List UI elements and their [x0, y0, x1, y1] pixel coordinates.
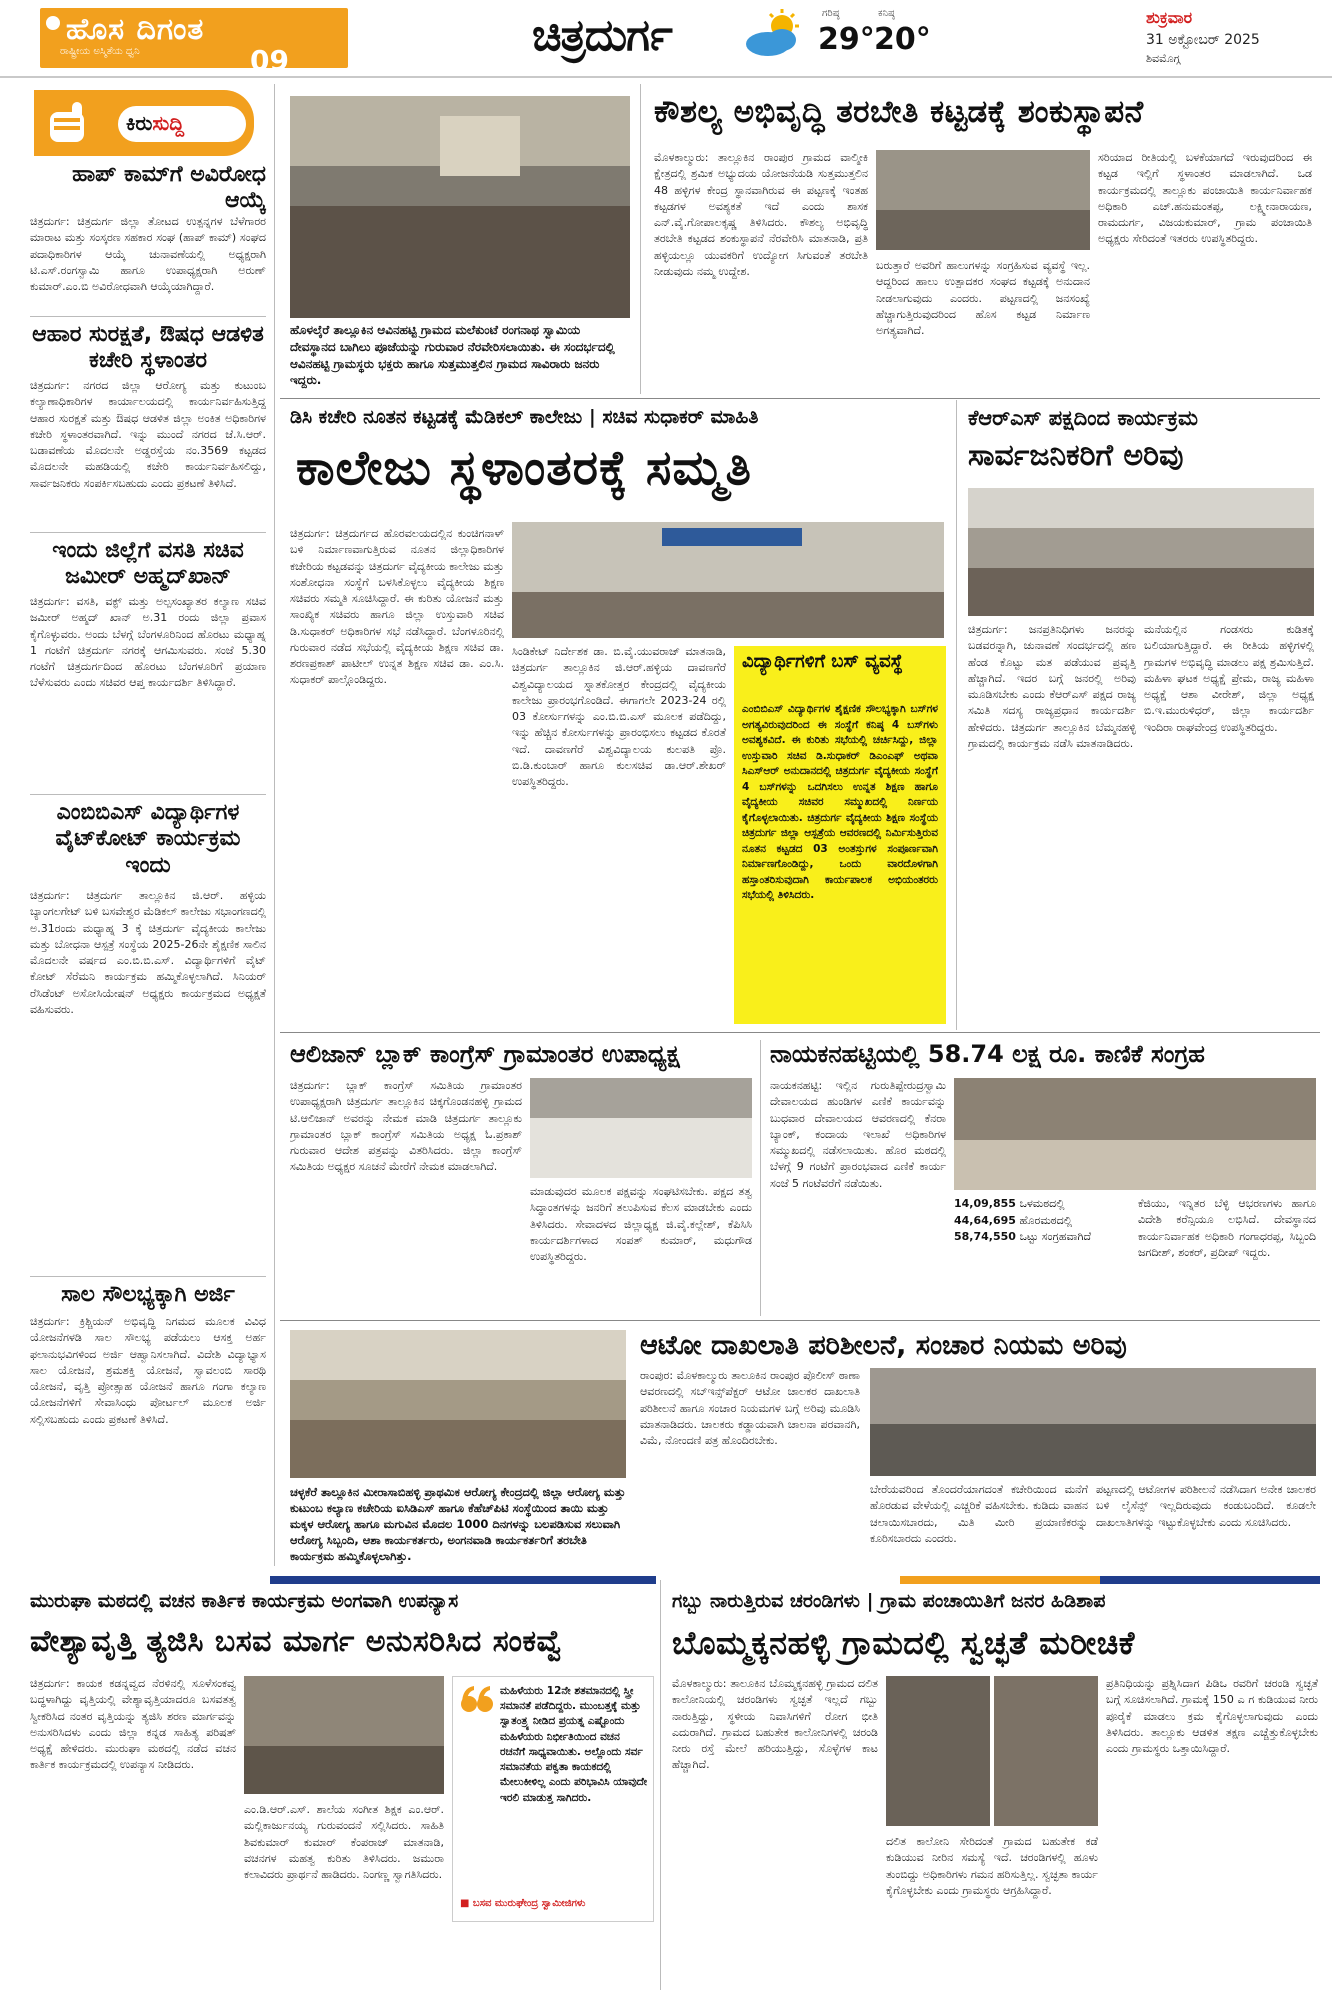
- hand-pointing-icon: [44, 98, 100, 150]
- min-temp-label: ಕನಿಷ್ಠ: [878, 8, 895, 19]
- temple-crowd-photo: [290, 96, 630, 318]
- story-body: ಎಂ.ಡಿ.ಆರ್.ಎಸ್. ಶಾಲೆಯ ಸಂಗೀತ ಶಿಕ್ಷಕ ಎಂ.ಆರ್. ಮಲ್ಲಿಕಾರ್ಜುನಯ್ಯ ಗುರುವಂದನೆ ಸಲ್ಲಿಸಿದರು. ಸಾಹಿತಿ ಶಿವಕುಮಾರ್ ಕುಮಾರ್ ಕೆಂಪರಾಜ್ ಮಾತನಾಡಿ, ವಚನಗಳ ಮಹತ್ವ ಕುರಿತು ತಿಳಿಸಿದರು. ಜಮುರಾ ಕಲಾವಿದರು ಪ್ರಾರ್ಥನೆ ಹಾಡಿದರು. ನಿಂಗಣ್ಣ ಸ್ವಾಗತಿಸಿದರು.: [244, 1803, 444, 1882]
- divider: [280, 398, 1320, 399]
- story-body: ಪಟ್ಟಣದಲ್ಲಿ ಆಟೋಗಳ ಪರಿಶೀಲನೆ ನಡೆಸಿದಾಗ ಅನೇಕ ಚಾಲಕರ ಬಳಿ ಲೈಸೆನ್ಸ್ ಇಲ್ಲದಿರುವುದು ಕಂಡುಬಂದಿದೆ. ಕೂಡಲೇ ದಾಖಲಾತಿಗಳನ್ನು ಇಟ್ಟುಕೊಳ್ಳಬೇಕು ಎಂದು ಸೂಚಿಸಿದರು.: [1096, 1483, 1316, 1529]
- sidebar-headline: ಹಾಪ್ ಕಾಮ್‌ಗೆ ಅವಿರೋಧ ಆಯ್ಕೆ: [72, 162, 266, 214]
- edition-name: ಶಿವಮೊಗ್ಗ: [1146, 52, 1181, 65]
- lecture-photo: [244, 1676, 444, 1794]
- paper-name: ಹೊಸ ದಿಗಂತ: [66, 12, 205, 47]
- story-body: ಬೇರೆಯವರಿಂದ ತೊಂದರೆಯಾಗದಂತೆ ಕಚೇರಿಯಿಂದ ಮನೆಗೆ ಹೊರಡುವ ವೇಳೆಯಲ್ಲಿ ಎಚ್ಚರಿಕೆ ವಹಿಸಬೇಕು. ಕುಡಿದು ವಾಹನ ಚಲಾಯಿಸಬಾರದು, ಮಿತಿ ಮೀರಿ ಪ್ರಯಾಣಿಕರನ್ನು ಕೂರಿಸಬಾರದು ಎಂದರು.: [870, 1483, 1088, 1545]
- amount-row: 58,74,550 ಒಟ್ಟು ಸಂಗ್ರಹವಾಗಿದೆ: [954, 1230, 1092, 1243]
- kiru-suddi-label: ಕಿರುಸುದ್ದಿ: [126, 111, 185, 135]
- section-strip: [270, 1576, 656, 1584]
- training-group-photo: [290, 1330, 626, 1478]
- ceremony-photo: [876, 150, 1090, 250]
- photo-caption: ಹೊಳಲ್ಕೆರೆ ತಾಲ್ಲೂಕಿನ ಆವಿನಹಟ್ಟಿ ಗ್ರಾಮದ ಮಲೆಕುಂಟೆ ರಂಗನಾಥ ಸ್ವಾಮಿಯ ದೇವಸ್ಥಾನದ ಬಾಗಿಲು ಪೂಜೆಯನ್ನು ಗುರುವಾರ ನೆರವೇರಿಸಲಾಯಿತು. ಈ ಸಂದರ್ಭದಲ್ಲಿ ಆವಿನಹಟ್ಟಿ ಗ್ರಾಮಸ್ಥರು ಭಕ್ತರು ಹಾಗೂ ಸುತ್ತಮುತ್ತಲಿನ ಗ್ರಾಮದ ಸಾವಿರಾರು ಜನರು ಇದ್ದರು.: [290, 323, 615, 388]
- sidebar-headline: ಇಂದು ಜಿಲ್ಲೆಗೆ ವಸತಿ ಸಚಿವ ಜಮೀರ್ ಅಹ್ಮದ್‌ಖಾನ್: [52, 538, 244, 590]
- photo-caption: ಚಳ್ಳಕೆರೆ ತಾಲ್ಲೂಕಿನ ಮೀರಾಸಾಬಿಹಳ್ಳಿ ಪ್ರಾಥಮಿಕ ಆರೋಗ್ಯ ಕೇಂದ್ರದಲ್ಲಿ ಜಿಲ್ಲಾ ಆರೋಗ್ಯ ಮತ್ತು ಕುಟುಂಬ ಕಲ್ಯಾಣ ಕಚೇರಿಯ ಐಸಿಡಿಎಸ್ ಹಾಗೂ ಕೆಹೆಚ್‌ಪಿಟಿ ಸಂಸ್ಥೆಯಿಂದ ತಾಯಿ ಮತ್ತು ಮಕ್ಕಳ ಆರೋಗ್ಯ ಹಾಗೂ ಮಗುವಿನ ಮೊದಲ 1000 ದಿನಗಳನ್ನು ಬಲಪಡಿಸುವ ಸಲುವಾಗಿ ಆರೋಗ್ಯ ಸಿಬ್ಬಂದಿ, ಆಶಾ ಕಾರ್ಯಕರ್ತರು, ಅಂಗನವಾಡಿ ಕಾರ್ಯಕರ್ತರಿಗೆ ತರಬೇತಿ ಕಾರ್ಯಕ್ರಮ ಹಮ್ಮಿಕೊಳ್ಳಲಾಗಿತ್ತು.: [290, 1485, 626, 1564]
- story-headline: ಬೊಮ್ಮಕ್ಕನಹಳ್ಳಿ ಗ್ರಾಮದಲ್ಲಿ ಸ್ವಚ್ಛತೆ ಮರೀಚಿಕೆ: [672, 1624, 1135, 1662]
- story-body: ಸಿಂಡಿಕೇಟ್ ನಿರ್ದೇಶಕ ಡಾ. ಬಿ.ವೈ.ಯುವರಾಜ್ ಮಾತನಾಡಿ, ಚಿತ್ರದುರ್ಗ ತಾಲ್ಲೂಕಿನ ಜಿ.ಆರ್.ಹಳ್ಳಿಯ ದಾವಣಗೆರೆ ವಿಶ್ವವಿದ್ಯಾಲಯದ ಸ್ನಾತಕೋತ್ತರ ಕೇಂದ್ರದಲ್ಲಿ ವೈದ್ಯಕೀಯ ಕಾಲೇಜು ಪ್ರಾರಂಭಗೊಂಡಿದೆ. ಈಗಾಗಲೇ 2023-24 ರಲ್ಲಿ 03 ಕೋರ್ಸುಗಳನ್ನು ಎಂ.ಬಿ.ಬಿ.ಎಸ್ ಮೂಲಕ ಪಡೆದಿದ್ದು, ಇನ್ನು ಹೆಚ್ಚಿನ ಕೋರ್ಸುಗಳನ್ನು ಪ್ರಾರಂಭಿಸಲು ಕಟ್ಟಡದ ಕೊರತೆ ಇದೆ. ದಾವಣಗೆರೆ ವಿಶ್ವವಿದ್ಯಾಲಯ ಕುಲಪತಿ ಪ್ರೊ. ಬಿ.ಡಿ.ಕುಂಬಾರ್ ಹಾಗೂ ಕುಲಸಚಿವ ಡಾ.ಆರ್.ಶೇಖರ್ ಉಪಸ್ಥಿತರಿದ್ದರು.: [512, 645, 726, 789]
- story-body: ದಲಿತ ಕಾಲೋನಿ ಸೇರಿದಂತೆ ಗ್ರಾಮದ ಬಹುತೇಕ ಕಡೆ ಕುಡಿಯುವ ನೀರಿನ ಸಮಸ್ಯೆ ಇದೆ. ಚರಂಡಿಗಳಲ್ಲಿ ಹೂಳು ತುಂಬಿದ್ದು ಅಧಿಕಾರಿಗಳು ಗಮನ ಹರಿಸುತ್ತಿಲ್ಲ. ಸ್ವಚ್ಛತಾ ಕಾರ್ಯ ಕೈಗೊಳ್ಳಬೇಕು ಎಂದು ಗ್ರಾಮಸ್ಥರು ಆಗ್ರಹಿಸಿದ್ದಾರೆ.: [886, 1835, 1098, 1897]
- story-headline: ಆಲಿಜಾನ್ ಬ್ಲಾಕ್ ಕಾಂಗ್ರೆಸ್ ಗ್ರಾಮಾಂತರ ಉಪಾಧ್ಯಕ್ಷ: [290, 1040, 680, 1068]
- emblem-icon: [46, 16, 60, 30]
- krs-event-photo: [968, 488, 1314, 616]
- max-temp-label: ಗರಿಷ್ಠ: [822, 8, 840, 19]
- column-rule: [274, 84, 275, 1566]
- story-headline: ನಾಯಕನಹಟ್ಟಿಯಲ್ಲಿ 58.74 ಲಕ್ಷ ರೂ. ಕಾಣಿಕೆ ಸಂಗ್ರಹ: [770, 1040, 1205, 1068]
- story-headline: ಸಾರ್ವಜನಿಕರಿಗೆ ಅರಿವು: [968, 438, 1184, 473]
- issue-date: 31 ಅಕ್ಟೋಬರ್ 2025: [1146, 32, 1260, 48]
- amount-row: 44,64,695 ಹೊರಮಠದಲ್ಲಿ: [954, 1213, 1073, 1227]
- drain-photo: [994, 1676, 1098, 1826]
- story-body: ನಾಯಕನಹಟ್ಟಿ: ಇಲ್ಲಿನ ಗುರುತಿಪ್ಪೇರುದ್ರಸ್ವಾಮಿ ದೇವಾಲಯದ ಹುಂಡಿಗಳ ಎಣಿಕೆ ಕಾರ್ಯವನ್ನು ಬುಧವಾರ ದೇವಾಲಯದ ಆವರಣದಲ್ಲಿ ಕೆನರಾ ಬ್ಯಾಂಕ್, ಕಂದಾಯ ಇಲಾಖೆ ಅಧಿಕಾರಿಗಳ ಸಮ್ಮುಖದಲ್ಲಿ ನಡೆಸಲಾಯಿತು. ಹೊರ ಮಠದಲ್ಲಿ ಬೆಳಗ್ಗೆ 9 ಗಂಟೆಗೆ ಪ್ರಾರಂಭವಾದ ಎಣಿಕೆ ಕಾರ್ಯ ಸಂಜೆ 5 ಗಂಟೆವರೆಗೆ ನಡೆಯಿತು.: [770, 1079, 946, 1190]
- story-body: ಮನೆಯಲ್ಲಿನ ಗಂಡಸರು ಕುಡಿತಕ್ಕೆ ಬಲಿಯಾಗುತ್ತಿದ್ದಾರೆ. ಈ ರೀತಿಯ ಹಳ್ಳಿಗಳಲ್ಲಿ ಗ್ರಾಮಗಳ ಅಭಿವೃದ್ಧಿ ಮಾಡಲು ಪಕ್ಷ ಶ್ರಮಿಸುತ್ತಿದೆ. ಮಹಿಳಾ ಘಟಕ ಅಧ್ಯಕ್ಷೆ ಪ್ರೇಮ, ರಾಜ್ಯ ಮಹಿಳಾ ಅಧ್ಯಕ್ಷೆ ಆಶಾ ವೀರೇಶ್, ಜಿಲ್ಲಾ ಅಧ್ಯಕ್ಷ ಬಿ.ಇ.ಮುರುಳಿಧರ್, ಜಿಲ್ಲಾ ಕಾರ್ಯದರ್ಶಿ ಇಂದಿರಾ ರಾಘವೇಂದ್ರ ಉಪಸ್ಥಿತರಿದ್ದರು.: [1144, 623, 1314, 734]
- sidebar-headline: ಸಾಲ ಸೌಲಭ್ಯಕ್ಕಾಗಿ ಅರ್ಜಿ: [61, 1282, 235, 1307]
- sidebar-body: ಚಿತ್ರದುರ್ಗ: ಚಿತ್ರದುರ್ಗ ಜಿಲ್ಲಾ ತೋಟದ ಉತ್ಪನ್ನಗಳ ಬೆಳೆಗಾರರ ಮಾರಾಟ ಮತ್ತು ಸಂಸ್ಕರಣ ಸಹಕಾರ ಸಂಘ (ಹಾಪ್ ಕಾಮ್) ಸಂಘದ ಪದಾಧಿಕಾರಿಗಳ ಆಯ್ಕೆ ಚುನಾವಣೆಯಲ್ಲಿ ಅಧ್ಯಕ್ಷರಾಗಿ ಟಿ.ಎಸ್.ರಂಗಸ್ವಾಮಿ ಹಾಗೂ ಉಪಾಧ್ಯಕ್ಷರಾಗಿ ಅರುಣ್ ಕುಮಾರ್.ಎಂ.ಬಿ ಅವಿರೋಧವಾಗಿ ಆಯ್ಕೆಯಾಗಿದ್ದಾರೆ.: [30, 215, 266, 294]
- story-body: ಕೆಜಿಯು, ಇನ್ನಿತರ ಬೆಳ್ಳಿ ಆಭರಣಗಳು ಹಾಗೂ ವಿದೇಶಿ ಕರೆನ್ಸಿಯೂ ಲಭಿಸಿದೆ. ದೇವಸ್ಥಾನದ ಕಾರ್ಯನಿರ್ವಾಹಕ ಅಧಿಕಾರಿ ಗಂಗಾಧರಪ್ಪ, ಸಿಬ್ಬಂದಿ ಜಗದೀಶ್, ಶಂಕರ್, ಪ್ರದೀಪ್ ಇದ್ದರು.: [1138, 1197, 1316, 1259]
- weekday: ಶುಕ್ರವಾರ: [1146, 8, 1193, 27]
- story-body: ಚಿತ್ರದುರ್ಗ: ಬ್ಲಾಕ್ ಕಾಂಗ್ರೆಸ್ ಸಮಿತಿಯ ಗ್ರಾಮಾಂತರ ಉಪಾಧ್ಯಕ್ಷರಾಗಿ ಚಿತ್ರದುರ್ಗ ತಾಲ್ಲೂಕಿನ ಚಿಕ್ಕಗೊಂಡನಹಳ್ಳಿ ಗ್ರಾಮದ ಟಿ.ಆಲಿಜಾನ್ ಅವರನ್ನು ನೇಮಕ ಮಾಡಿ ಚಿತ್ರದುರ್ಗ ತಾಲ್ಲೂಕು ಗ್ರಾಮಾಂತರ ಬ್ಲಾಕ್ ಕಾಂಗ್ರೆಸ್ ಸಮಿತಿಯ ಅಧ್ಯಕ್ಷ ಓ.ಪ್ರಕಾಶ್ ಗುರುವಾರ ಆದೇಶ ಪತ್ರವನ್ನು ವಿತರಿಸಿದರು. ಜಿಲ್ಲಾ ಕಾಂಗ್ರೆಸ್ ಸಮಿತಿಯ ಅಧ್ಯಕ್ಷರ ಸೂಚನೆ ಮೇರೆಗೆ ನೇಮಕ ಮಾಡಲಾಗಿದೆ.: [290, 1079, 522, 1174]
- story-kicker: ಗಬ್ಬು ನಾರುತ್ತಿರುವ ಚರಂಡಿಗಳು | ಗ್ರಾಮ ಪಂಚಾಯಿತಿಗೆ ಜನರ ಹಿಡಿಶಾಪ: [672, 1590, 1106, 1612]
- box-headline: ವಿದ್ಯಾರ್ಥಿಗಳಿಗೆ ಬಸ್ ವ್ಯವಸ್ಥೆ: [742, 651, 903, 672]
- amount-row: 14,09,855 ಒಳಮಠದಲ್ಲಿ: [954, 1197, 1065, 1210]
- story-headline: ಆಟೋ ದಾಖಲಾತಿ ಪರಿಶೀಲನೆ, ಸಂಚಾರ ನಿಯಮ ಅರಿವು: [640, 1330, 1127, 1361]
- divider: [30, 316, 266, 317]
- meeting-photo: [512, 522, 944, 638]
- column-rule: [760, 1040, 761, 1316]
- divider: [30, 532, 266, 533]
- story-headline: ವೇಶ್ಯಾವೃತ್ತಿ ತ್ಯಜಿಸಿ ಬಸವ ಮಾರ್ಗ ಅನುಸರಿಸಿದ ಸಂಕವ್ವೆ: [30, 1624, 563, 1659]
- amount-list: [954, 1196, 1132, 1246]
- hundi-counting-photo: [954, 1078, 1316, 1190]
- story-body: ಬರುತ್ತಾರೆ ಅವರಿಗೆ ಹಾಲುಗಳನ್ನು ಸಂಗ್ರಹಿಸುವ ವ್ಯವಸ್ಥೆ ಇಲ್ಲ. ಆದ್ದರಿಂದ ಹಾಲು ಉತ್ಪಾದಕರ ಸಂಘದ ಕಟ್ಟಡಕ್ಕೆ ಅನುದಾನ ನೀಡಲಾಗುವುದು ಎಂದರು. ಪಟ್ಟಣದಲ್ಲಿ ಜನಸಂಖ್ಯೆ ಹೆಚ್ಚಾಗುತ್ತಿರುವುದರಿಂದ ಹೊಸ ಕಟ್ಟಡ ನಿರ್ಮಾಣ ಅಗತ್ಯವಾಗಿದೆ.: [876, 259, 1090, 338]
- divider: [280, 1320, 1320, 1321]
- min-temp: 20°: [874, 22, 931, 57]
- quote-text: ಮಹಿಳೆಯರು 12ನೇ ಶತಮಾನದಲ್ಲಿ ಸ್ತ್ರೀ ಸಮಾನತೆ ಪಡೆದಿದ್ದರು. ಮುಂಬತ್ತಕ್ಕೆ ಮತ್ತು ಸ್ವಾತಂತ್ರ್ಯ ನೀಡಿದ ಪ್ರಯತ್ನ ಎಷ್ಟೊಂದು ಮಹಿಳೆಯರು ನಿರ್ಭೀತಿಯಿಂದ ವಚನ ರಚನೆಗೆ ಸಾಧ್ಯವಾಯಿತು. ಅಲ್ಲೊಂದು ಸರ್ವ ಸಮಾನತೆಯ ಪಕ್ವತಾ ಕಾಯಕದಲ್ಲಿ ಮೇಲುಕೀಳಿಲ್ಲ ಎಂದು ಪರಿಭಾವಿಸಿ ಯಾವುದೇ ಇರಲಿ ಮಾಡುತ್ತ ಸಾಗಿದರು.: [500, 1685, 648, 1804]
- story-kicker: ಡಿಸಿ ಕಚೇರಿ ನೂತನ ಕಟ್ಟಡಕ್ಕೆ ಮೆಡಿಕಲ್ ಕಾಲೇಜು | ಸಚಿವ ಸುಧಾಕರ್ ಮಾಹಿತಿ: [290, 406, 759, 428]
- story-body: ರಾಂಪುರ: ಮೊಳಕಾಲ್ಮುರು ತಾಲೂಕಿನ ರಾಂಪುರ ಪೊಲೀಸ್ ಠಾಣಾ ಆವರಣದಲ್ಲಿ ಸಬ್‌ಇನ್ಸ್‌ಪೆಕ್ಟರ್ ಆಟೋ ಚಾಲಕರ ದಾಖಲಾತಿ ಪರಿಶೀಲನೆ ಹಾಗೂ ಸಂಚಾರ ನಿಯಮಗಳ ಬಗ್ಗೆ ಅರಿವು ಮೂಡಿಸಿ ಮಾತನಾಡಿದರು. ಚಾಲಕರು ಕಡ್ಡಾಯವಾಗಿ ಚಾಲನಾ ಪರವಾನಗಿ, ವಿಮೆ, ನೋಂದಣಿ ಪತ್ರ ಹೊಂದಿರಬೇಕು.: [640, 1369, 860, 1448]
- quote-mark-icon: [460, 1684, 494, 1714]
- story-body: ಮೊಳಕಾಲ್ಮುರು: ತಾಲ್ಲೂಕಿನ ರಾಂಪುರ ಗ್ರಾಮದ ವಾಲ್ಮೀಕಿ ಕ್ಷೇತ್ರದಲ್ಲಿ ಶ್ರಮಿಕ ಅಭ್ಯುದಯ ಯೋಜನೆಯಡಿ ಸುತ್ತಮುತ್ತಲಿನ 48 ಹಳ್ಳಿಗಳ ಕೇಂದ್ರ ಸ್ಥಾನವಾಗಿರುವ ಈ ಪಟ್ಟಣಕ್ಕೆ ಇಂತಹ ಕಟ್ಟಡಗಳ ಅವಶ್ಯಕತೆ ಇದೆ ಎಂದು ಶಾಸಕ ಎನ್.ವೈ.ಗೋಪಾಲಕೃಷ್ಣ ತಿಳಿಸಿದರು. ಕೌಶಲ್ಯ ಅಭಿವೃದ್ಧಿ ತರಬೇತಿ ಕಟ್ಟಡದ ಶಂಕುಸ್ಥಾಪನೆ ನೆರವೇರಿಸಿ ಮಾತನಾಡಿ, ಪ್ರತಿ ಹಳ್ಳಿಯಲ್ಲೂ ಯುವಕರಿಗೆ ಉದ್ಯೋಗ ಸಿಗುವಂತೆ ತರಬೇತಿ ನೀಡುವುದು ನಮ್ಮ ಉದ್ದೇಶ.: [654, 151, 868, 278]
- story-headline: ಕೌಶಲ್ಯ ಅಭಿವೃದ್ಧಿ ತರಬೇತಿ ಕಟ್ಟಡಕ್ಕೆ ಶಂಕುಸ್ಥಾಪನೆ: [654, 94, 1144, 130]
- story-body: ಪ್ರತಿನಿಧಿಯನ್ನು ಪ್ರಶ್ನಿಸಿದಾಗ ಪಿಡಿಒ ರವರಿಗೆ ಚರಂಡಿ ಸ್ವಚ್ಛತೆ ಬಗ್ಗೆ ಸೂಚಿಸಲಾಗಿದೆ. ಗ್ರಾಮಕ್ಕೆ 150 ಎ ಗ ಕುಡಿಯುವ ನೀರು ಪೂರೈಕೆ ಮಾಡಲು ಕ್ರಮ ಕೈಗೊಳ್ಳಲಾಗುವುದು ಎಂದು ತಿಳಿಸಿದರು. ತಾಲ್ಲೂಕು ಆಡಳಿತ ತಕ್ಷಣ ಎಚ್ಚೆತ್ತುಕೊಳ್ಳಬೇಕು ಎಂದು ಗ್ರಾಮಸ್ಥರು ಒತ್ತಾಯಿಸಿದ್ದಾರೆ.: [1106, 1677, 1318, 1756]
- drain-photo: [886, 1676, 990, 1826]
- city-name: ಚಿತ್ರದುರ್ಗ: [532, 10, 672, 61]
- sidebar-body: ಚಿತ್ರದುರ್ಗ: ಕ್ರಿಶ್ಚಿಯನ್ ಅಭಿವೃದ್ಧಿ ನಿಗಮದ ಮೂಲಕ ವಿವಿಧ ಯೋಜನೆಗಳಡಿ ಸಾಲ ಸೌಲಭ್ಯ ಪಡೆಯಲು ಆಸಕ್ತ ಅರ್ಹ ಫಲಾನುಭವಿಗಳಿಂದ ಅರ್ಜಿ ಆಹ್ವಾನಿಸಲಾಗಿದೆ. ವಿದೇಶಿ ವಿದ್ಯಾಭ್ಯಾಸ ಸಾಲ ಯೋಜನೆ, ಶ್ರಮಶಕ್ತಿ ಯೋಜನೆ, ಸ್ವಾವಲಂಬಿ ಸಾರಥಿ ಯೋಜನೆ, ವೃತ್ತಿ ಪ್ರೋತ್ಸಾಹ ಯೋಜನೆ ಹಾಗೂ ಗಂಗಾ ಕಲ್ಯಾಣ ಯೋಜನೆಗಳಿಗೆ ಸೇವಾಸಿಂಧು ಪೋರ್ಟಲ್ ಮೂಲಕ ಅರ್ಜಿ ಸಲ್ಲಿಸಬಹುದು ಎಂದು ಪ್ರಕಟಣೆ ತಿಳಿಸಿದೆ.: [30, 1315, 266, 1426]
- box-body: ಎಂಬಿಬಿಎಸ್ ವಿದ್ಯಾರ್ಥಿಗಳ ಶೈಕ್ಷಣಿಕ ಸೌಲಭ್ಯಕ್ಕಾಗಿ ಬಸ್‌ಗಳ ಅಗತ್ಯವಿರುವುದರಿಂದ ಈ ಸಂಸ್ಥೆಗೆ ಕನಿಷ್ಠ 4 ಬಸ್‌ಗಳು ಅವಶ್ಯಕವಿದೆ. ಈ ಕುರಿತು ಸಭೆಯಲ್ಲಿ ಚರ್ಚಿಸಿದ್ದು, ಜಿಲ್ಲಾ ಉಸ್ತುವಾರಿ ಸಚಿವ ಡಿ.ಸುಧಾಕರ್ ಡಿಎಂಎಫ್ ಅಥವಾ ಸಿಎಸ್‌ಆರ್ ಅನುದಾನದಲ್ಲಿ ಚಿತ್ರದುರ್ಗ ವೈದ್ಯಕೀಯ ಸಂಸ್ಥೆಗೆ 4 ಬಸ್‌ಗಳನ್ನು ಒದಗಿಸಲು ಉನ್ನತ ಶಿಕ್ಷಣ ಹಾಗೂ ವೈದ್ಯಕೀಯ ಸಚಿವರ ಸಮ್ಮುಖದಲ್ಲಿ ನಿರ್ಣಯ ಕೈಗೊಳ್ಳಲಾಯಿತು. ಚಿತ್ರದುರ್ಗ ವೈದ್ಯಕೀಯ ಶಿಕ್ಷಣ ಸಂಸ್ಥೆಯ ಚಿತ್ರದುರ್ಗ ಜಿಲ್ಲಾ ಆಸ್ಪತ್ರೆಯ ಆವರಣದಲ್ಲಿ ನಿರ್ಮಿಸುತ್ತಿರುವ ನೂತನ ಕಟ್ಟಡದ 03 ಅಂತಸ್ತುಗಳ ಸಂಪೂರ್ಣವಾಗಿ ನಿರ್ಮಾಣಗೊಂಡಿದ್ದು, ಒಂದು ವಾರದೊಳಗಾಗಿ ಹಸ್ತಾಂತರಿಸುವುದಾಗಿ ಕಾರ್ಯಪಾಲಕ ಅಭಿಯಂತರರು ಸಭೆಯಲ್ಲಿ ತಿಳಿಸಿದರು.: [742, 703, 938, 902]
- paper-tagline: ರಾಷ್ಟ್ರೀಯ ಅಸ್ಮಿತೆಯ ಧ್ವನಿ: [60, 46, 140, 57]
- story-kicker: ಮುರುಘಾ ಮಠದಲ್ಲಿ ವಚನ ಕಾರ್ತಿಕ ಕಾರ್ಯಕ್ರಮ ಅಂಗವಾಗಿ ಉಪನ್ಯಾಸ: [30, 1590, 459, 1612]
- partly-cloudy-icon: [742, 8, 808, 60]
- section-strip: [1100, 1576, 1320, 1584]
- column-rule: [640, 84, 641, 394]
- sidebar-body: ಚಿತ್ರದುರ್ಗ: ವಸತಿ, ವಕ್ಫ್ ಮತ್ತು ಅಲ್ಪಸಂಖ್ಯಾತರ ಕಲ್ಯಾಣ ಸಚಿವ ಜಮೀರ್ ಅಹ್ಮದ್ ಖಾನ್ ಅ.31 ರಂದು ಜಿಲ್ಲಾ ಪ್ರವಾಸ ಕೈಗೊಳ್ಳುವರು. ಅಂದು ಬೆಳಗ್ಗೆ ಬೆಂಗಳೂರಿನಿಂದ ಹೊರಟು ಮಧ್ಯಾಹ್ನ 1 ಗಂಟೆಗೆ ಚಿತ್ರದುರ್ಗ ನಗರಕ್ಕೆ ಆಗಮಿಸುವರು. ಸಂಜೆ 5.30 ಗಂಟೆಗೆ ಚಿತ್ರದುರ್ಗದಿಂದ ಹೊರಟು ಬೆಂಗಳೂರಿಗೆ ಪ್ರಯಾಣ ಬೆಳೆಸುವರು ಎಂದು ಸಚಿವರ ಆಪ್ತ ಕಾರ್ಯದರ್ಶಿ ತಿಳಿಸಿದ್ದಾರೆ.: [30, 595, 266, 690]
- max-temp: 29°: [818, 22, 875, 57]
- quote-attribution: ■ ಬಸವ ಮುರುಘೇಂದ್ರ ಸ್ವಾಮೀಜಿಗಳು: [460, 1898, 586, 1909]
- column-rule: [660, 1580, 661, 1990]
- story-body: ಮಾಡುವುದರ ಮೂಲಕ ಪಕ್ಷವನ್ನು ಸಂಘಟಿಸಬೇಕು. ಪಕ್ಷದ ತತ್ವ ಸಿದ್ಧಾಂತಗಳನ್ನು ಜನರಿಗೆ ತಲುಪಿಸುವ ಕೆಲಸ ಮಾಡಬೇಕು ಎಂದು ತಿಳಿಸಿದರು. ಸೇವಾದಳದ ಜಿಲ್ಲಾಧ್ಯಕ್ಷ ಜಿ.ವೈ.ಕಲ್ಲೇಶ್, ಕೆಪಿಸಿಸಿ ಕಾರ್ಯದರ್ಶಿಗಳಾದ ಸಂಪತ್ ಕುಮಾರ್, ಮಧುಗೌಡ ಉಪಸ್ಥಿತರಿದ್ದರು.: [530, 1185, 752, 1264]
- story-body: ಚಿತ್ರದುರ್ಗ: ಜನಪ್ರತಿನಿಧಿಗಳು ಜನರನ್ನು ಬಡವರನ್ನಾಗಿ, ಚುನಾವಣೆ ಸಂದರ್ಭದಲ್ಲಿ ಹಣ ಹೆಂಡ ಕೊಟ್ಟು ಮತ ಪಡೆಯುವ ಪ್ರವೃತ್ತಿ ಹೆಚ್ಚಾಗಿದೆ. ಇದರ ಬಗ್ಗೆ ಜನರಲ್ಲಿ ಅರಿವು ಮೂಡಿಸಬೇಕು ಎಂದು ಕೆಆರ್‌ಎಸ್ ಪಕ್ಷದ ರಾಜ್ಯ ಸಮಿತಿ ಸದಸ್ಯ ರಾಜ್ಯಪ್ರಧಾನ ಕಾರ್ಯದರ್ಶಿ ಹೇಳಿದರು. ಚಿತ್ರದುರ್ಗ ತಾಲ್ಲೂಕಿನ ಬೆಮ್ಮನಹಳ್ಳಿ ಗ್ರಾಮದಲ್ಲಿ ಕಾರ್ಯಕ್ರಮ ನಡೆಸಿ ಮಾತನಾಡಿದರು.: [968, 623, 1136, 750]
- section-strip: [900, 1576, 1100, 1584]
- divider: [30, 1276, 266, 1277]
- sidebar-headline: ಆಹಾರ ಸುರಕ್ಷತೆ, ಔಷಧ ಆಡಳಿತ ಕಚೇರಿ ಸ್ಥಳಾಂತರ: [32, 322, 264, 374]
- sidebar-body: ಚಿತ್ರದುರ್ಗ: ನಗರದ ಜಿಲ್ಲಾ ಆರೋಗ್ಯ ಮತ್ತು ಕುಟುಂಬ ಕಲ್ಯಾಣಾಧಿಕಾರಿಗಳ ಕಾರ್ಯಾಲಯದಲ್ಲಿ ಕಾರ್ಯನಿರ್ವಹಿಸುತ್ತಿದ್ದ ಆಹಾರ ಸುರಕ್ಷತೆ ಮತ್ತು ಔಷಧ ಆಡಳಿತ ಜಿಲ್ಲಾ ಅಂಕಿತ ಅಧಿಕಾರಿಗಳ ಕಚೇರಿ ಸ್ಥಳಾಂತರವಾಗಿದೆ. ಇನ್ನು ಮುಂದೆ ನಗರದ ಜೆ.ಸಿ.ಆರ್. ಬಡಾವಣೆಯ ಮೊದಲನೇ ಅಡ್ಡರಸ್ತೆಯ ನಂ.3569 ಕಟ್ಟಡದ ಮೊದಲನೇ ಮಹಡಿಯಲ್ಲಿ ಕಚೇರಿ ಕಾರ್ಯನಿರ್ವಹಿಸಲಿದ್ದು, ಸಾರ್ವಜನಿಕರು ಸಂಪರ್ಕಿಸಬಹುದು ಎಂದು ಪ್ರಕಟಣೆ ತಿಳಿಸಿದೆ.: [30, 379, 266, 490]
- page-number: 09: [250, 44, 289, 77]
- story-kicker: ಕೆಆರ್‌ಎಸ್ ಪಕ್ಷದಿಂದ ಕಾರ್ಯಕ್ರಮ: [968, 406, 1198, 430]
- column-rule: [956, 400, 957, 1030]
- divider: [30, 794, 266, 795]
- sidebar-body: ಚಿತ್ರದುರ್ಗ: ಚಿತ್ರದುರ್ಗ ತಾಲ್ಲೂಕಿನ ಜಿ.ಆರ್. ಹಳ್ಳಿಯ ಬ್ಯಾಂಗಲಗೇಟ್ ಬಳಿ ಬಸವೇಶ್ವರ ಮೆಡಿಕಲ್ ಕಾಲೇಜು ಸಭಾಂಗಣದಲ್ಲಿ ಅ.31ರಂದು ಮಧ್ಯಾಹ್ನ 3 ಕ್ಕೆ ಚಿತ್ರದುರ್ಗ ವೈದ್ಯಕೀಯ ಕಾಲೇಜು ಮತ್ತು ಬೋಧನಾ ಆಸ್ಪತ್ರೆ ಸಂಸ್ಥೆಯ 2025-26ನೇ ಶೈಕ್ಷಣಿಕ ಸಾಲಿನ ಮೊದಲನೇ ವರ್ಷದ ಎಂ.ಬಿ.ಬಿ.ಎಸ್. ವಿದ್ಯಾರ್ಥಿಗಳಿಗೆ ವೈಟ್ ಕೋಟ್ ಸೆರೆಮನಿ ಕಾರ್ಯಕ್ರಮ ಹಮ್ಮಿಕೊಳ್ಳಲಾಗಿದೆ. ಸಿನಿಯರ್ ರೆಸಿಡೆಂಟ್ ಅಸೋಸಿಯೇಷನ್ ಅಧ್ಯಕ್ಷರು ಕಾರ್ಯಕ್ರಮದ ಅಧ್ಯಕ್ಷತೆ ವಹಿಸುವರು.: [30, 889, 266, 1016]
- congress-group-photo: [530, 1078, 752, 1178]
- story-headline: ಕಾಲೇಜು ಸ್ಥಳಾಂತರಕ್ಕೆ ಸಮ್ಮತಿ: [296, 440, 752, 496]
- story-body: ಮೊಳಕಾಲ್ಮುರು: ತಾಲೂಕಿನ ಬೊಮ್ಮಕ್ಕನಹಳ್ಳಿ ಗ್ರಾಮದ ದಲಿತ ಕಾಲೋನಿಯಲ್ಲಿ ಚರಂಡಿಗಳು ಸ್ವಚ್ಛತೆ ಇಲ್ಲದೆ ಗಬ್ಬು ನಾರುತ್ತಿದ್ದು, ಸ್ಥಳೀಯ ನಿವಾಸಿಗಳಿಗೆ ರೋಗ ಭೀತಿ ಎದುರಾಗಿದೆ. ಗ್ರಾಮದ ಬಹುತೇಕ ಕಾಲೋನಿಗಳಲ್ಲಿ ಚರಂಡಿ ನೀರು ರಸ್ತೆ ಮೇಲೆ ಹರಿಯುತ್ತಿದ್ದು, ಸೊಳ್ಳೆಗಳ ಕಾಟ ಹೆಚ್ಚಾಗಿದೆ.: [672, 1677, 878, 1772]
- sidebar-headline: ಎಂಬಿಬಿಎಸ್ ವಿದ್ಯಾರ್ಥಿಗಳ ವೈಟ್‌ಕೋಟ್ ಕಾರ್ಯಕ್ರಮ ಇಂದು: [55, 800, 241, 878]
- story-body: ಚಿತ್ರದುರ್ಗ: ಚಿತ್ರದುರ್ಗದ ಹೊರವಲಯದಲ್ಲಿನ ಕುಂಚಿಗನಾಳ್ ಬಳಿ ನಿರ್ಮಾಣವಾಗುತ್ತಿರುವ ನೂತನ ಜಿಲ್ಲಾಧಿಕಾರಿಗಳ ಕಚೇರಿಯ ಕಟ್ಟಡವನ್ನು ಚಿತ್ರದುರ್ಗ ವೈದ್ಯಕೀಯ ಕಾಲೇಜು ಮತ್ತು ಸಂಶೋಧನಾ ಸಂಸ್ಥೆಗೆ ಬಳಸಿಕೊಳ್ಳಲು ವೈದ್ಯಕೀಯ ಶಿಕ್ಷಣ ಸಚಿವರು ಸಮ್ಮತಿ ಸೂಚಿಸಿದ್ದಾರೆ. ಈ ಕುರಿತು ಯೋಜನೆ ಮತ್ತು ಸಾಂಖ್ಯಿಕ ಸಚಿವರು ಹಾಗೂ ಜಿಲ್ಲಾ ಉಸ್ತುವಾರಿ ಸಚಿವ ಡಿ.ಸುಧಾಕರ್ ಅಧಿಕಾರಿಗಳ ಸಭೆ ನಡೆಸಿದ್ದಾರೆ. ಬೆಂಗಳೂರಿನಲ್ಲಿ ಗುರುವಾರ ನಡೆದ ಸಭೆಯಲ್ಲಿ ವೈದ್ಯಕೀಯ ಶಿಕ್ಷಣ ಸಚಿವ ಡಾ. ಶರಣಪ್ರಕಾಶ್ ಪಾಟೀಲ್ ಉನ್ನತ ಶಿಕ್ಷಣ ಸಚಿವ ಡಾ. ಎಂ.ಸಿ. ಸುಧಾಕರ್ ಪಾಲ್ಗೊಂಡಿದ್ದರು.: [290, 527, 504, 687]
- story-body: ಸರಿಯಾದ ರೀತಿಯಲ್ಲಿ ಬಳಕೆಯಾಗದೆ ಇರುವುದರಿಂದ ಈ ಕಟ್ಟಡ ಇಲ್ಲಿಗೆ ಸ್ಥಳಾಂತರ ಮಾಡಲಾಗಿದೆ. ಒಡ ಕಾರ್ಯಕ್ರಮದಲ್ಲಿ ತಾಲ್ಲೂಕು ಪಂಚಾಯಿತಿ ಕಾರ್ಯನಿರ್ವಾಹಕ ಅಧಿಕಾರಿ ಎಚ್.ಹನುಮಂತಪ್ಪ, ಲಕ್ಷ್ಮೀನಾರಾಯಣ, ರಾಮದುರ್ಗ, ವಿಜಯಕುಮಾರ್, ಗ್ರಾಮ ಪಂಚಾಯಿತಿ ಅಧ್ಯಕ್ಷರು ಸೇರಿದಂತೆ ಇತರರು ಉಪಸ್ಥಿತರಿದ್ದರು.: [1098, 151, 1312, 246]
- auto-inspection-photo: [870, 1368, 1316, 1476]
- story-body: ಚಿತ್ರದುರ್ಗ: ಕಾಯಕ ಕಡನ್ನವ್ವದ ನೆರಳಿನಲ್ಲಿ ಸೂಳೆಸಂಕವ್ವ ಬದ್ಧಳಾಗಿದ್ದು ವೃತ್ತಿಯಲ್ಲಿ ವೇಶ್ಯಾವೃತ್ತಿಯಾದರೂ ಬಸವತತ್ವ ಸ್ವೀಕರಿಸಿದ ನಂತರ ವೃತ್ತಿಯನ್ನು ತ್ಯಜಿಸಿ ಶರಣ ಮಾರ್ಗವನ್ನು ಅನುಸರಿಸಿದಳು ಎಂದು ಜಿಲ್ಲಾ ಕನ್ನಡ ಸಾಹಿತ್ಯ ಪರಿಷತ್ ಅಧ್ಯಕ್ಷೆ ಹೇಳಿದರು. ಮುರುಘಾ ಮಠದಲ್ಲಿ ನಡೆದ ವಚನ ಕಾರ್ತಿಕ ಕಾರ್ಯಕ್ರಮದಲ್ಲಿ ಉಪನ್ಯಾಸ ನೀಡಿದರು.: [30, 1677, 236, 1772]
- divider: [280, 1032, 1320, 1033]
